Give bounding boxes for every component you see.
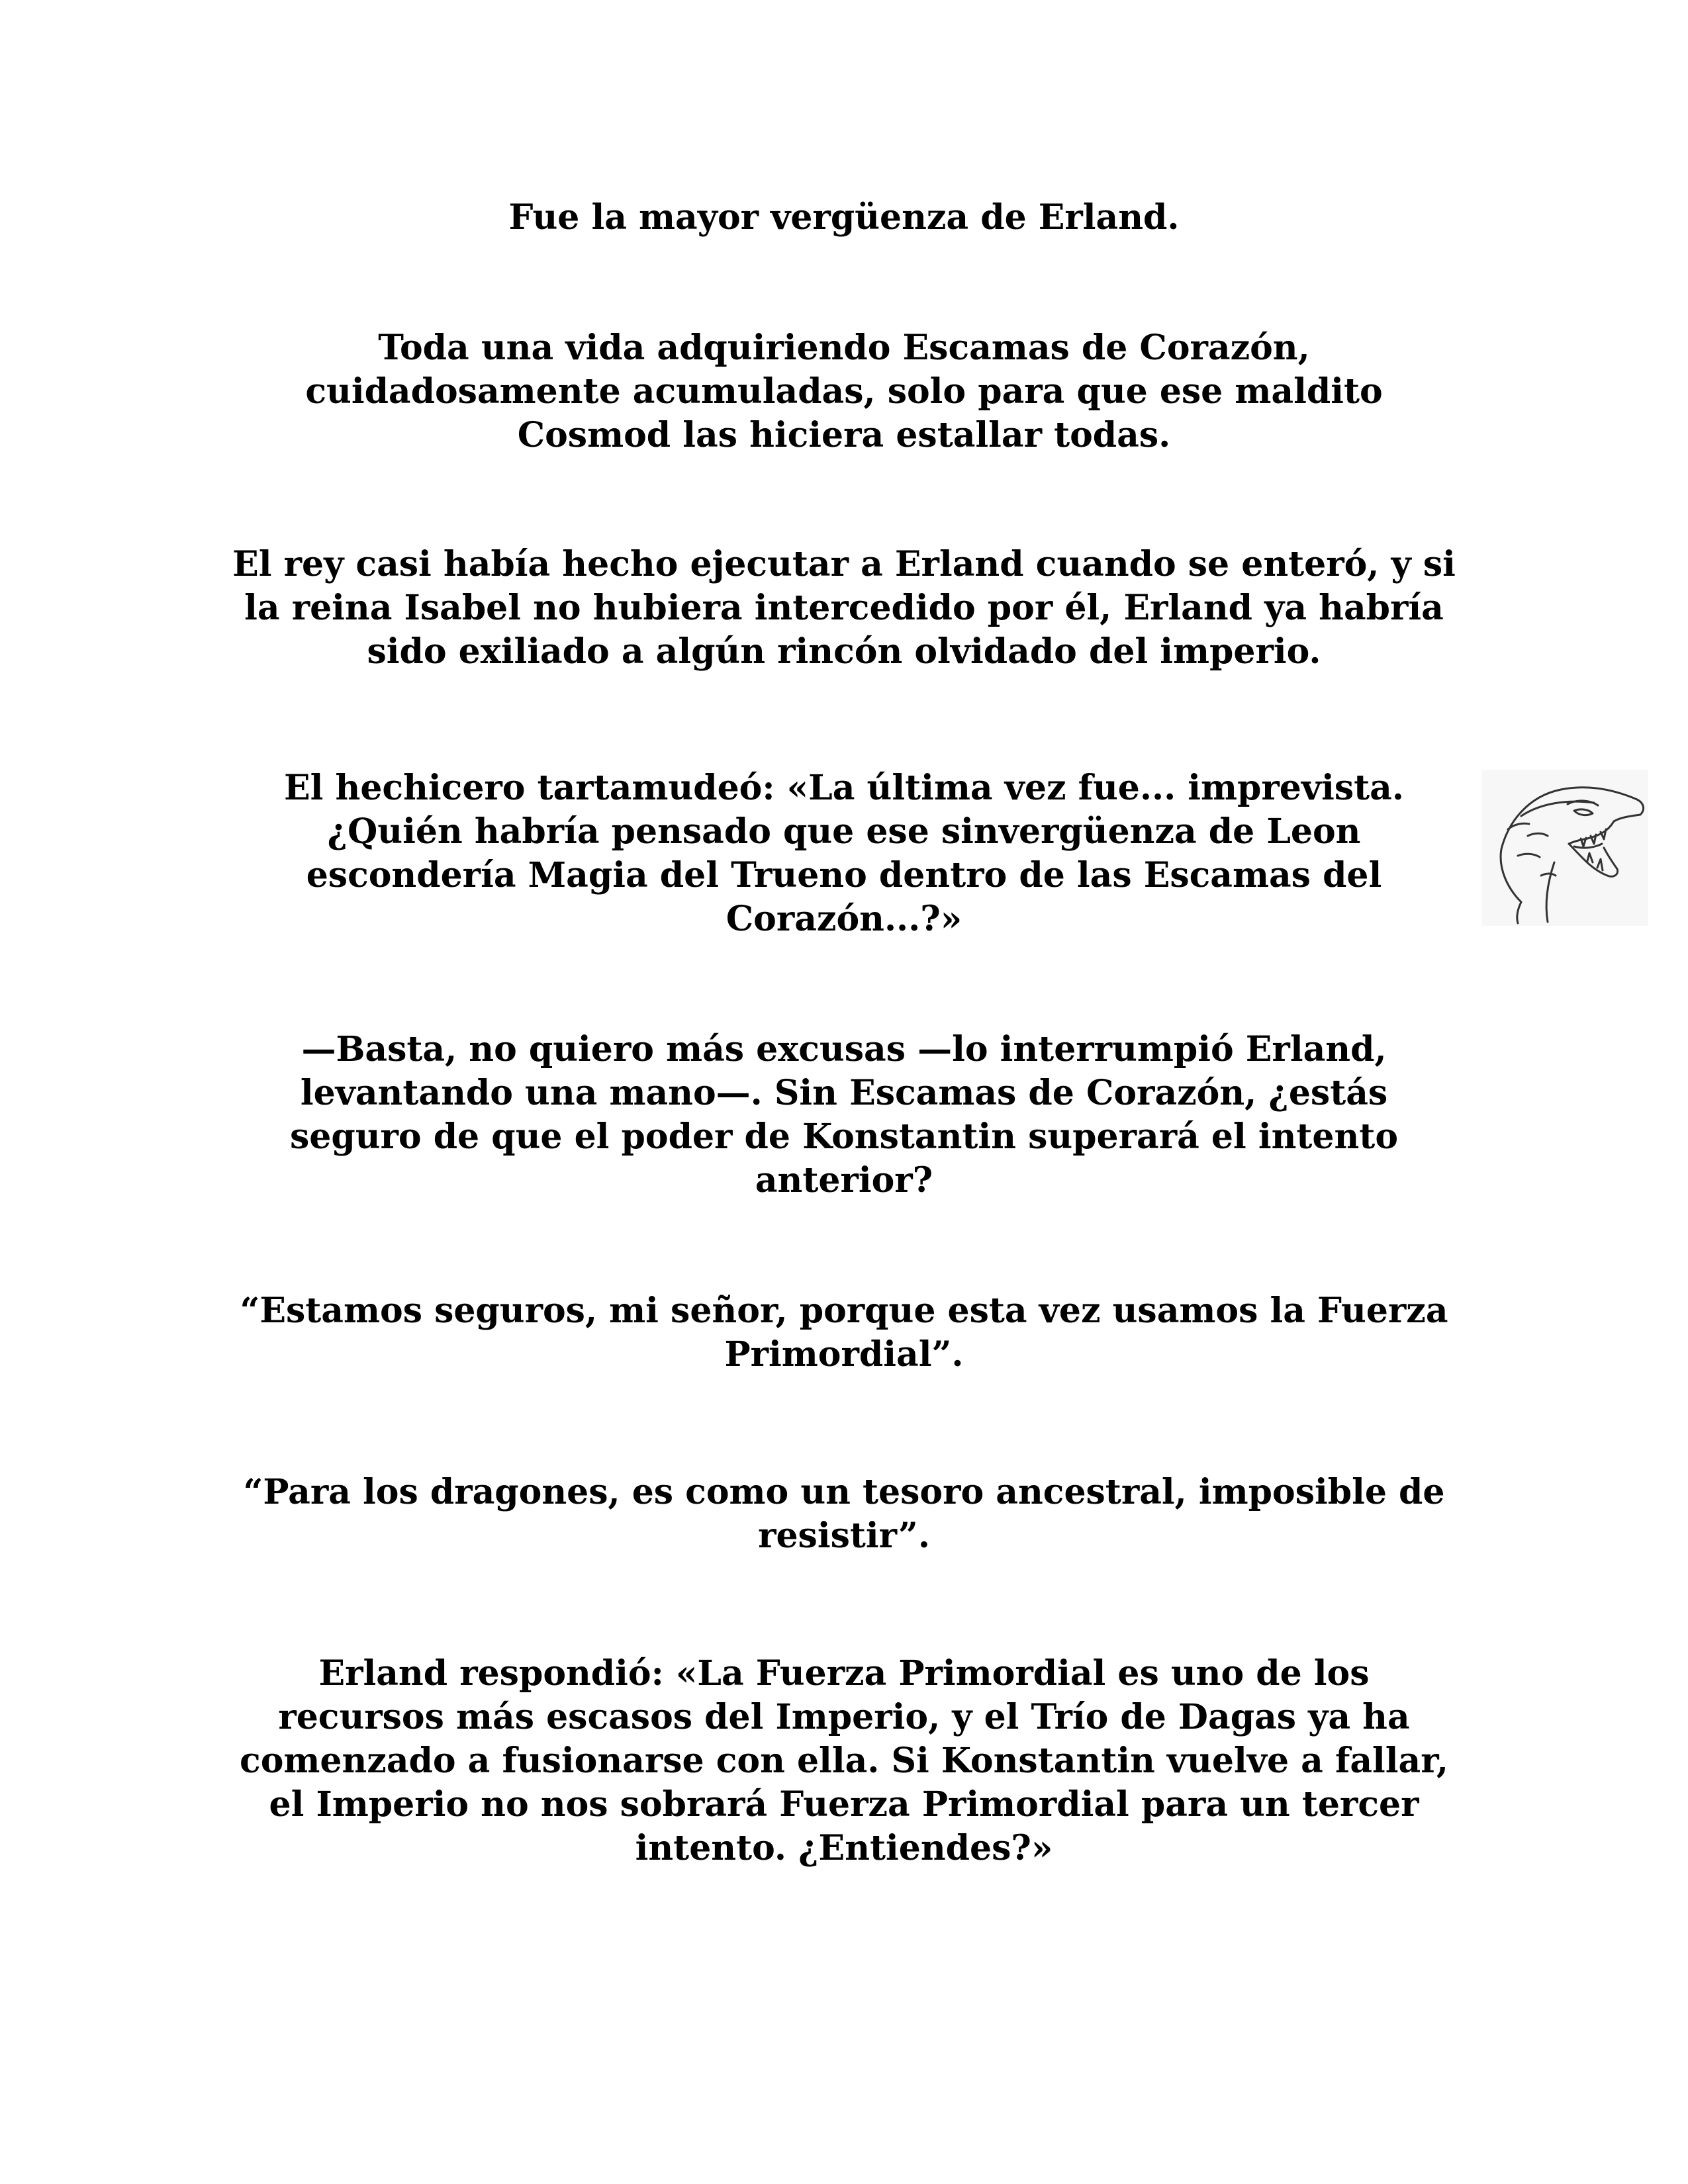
paragraph-line: intento. ¿Entiendes?» [635,1828,1053,1868]
paragraph-line: comenzado a fusionarse con ella. Si Konstantin vuelve a fallar, [240,1741,1448,1781]
paragraph-line: Cosmod las hiciera estallar todas. [517,415,1171,455]
paragraph-line: Corazón...?» [726,899,962,939]
paragraph-7 [215,1471,1473,1558]
paragraph-line: Erland respondió: «La Fuerza Primordial es uno de los [318,1653,1370,1694]
paragraph-line: Fue la mayor vergüenza de Erland. [508,197,1180,238]
paragraph-line: Primordial”. [724,1334,964,1375]
paragraph-line: resistir”. [758,1516,930,1556]
paragraph-line: ¿Quién habría pensado que ese sinvergüenza de Leon [327,811,1361,852]
paragraph-2 [215,326,1473,457]
paragraph-4 [215,766,1473,941]
paragraph-line: sido exiliado a algún rincón olvidado del imperio. [367,631,1321,672]
paragraph-line: cuidadosamente acumuladas, solo para que ese maldito [305,371,1383,412]
paragraph-line: el Imperio no nos sobrará Fuerza Primordial para un tercer [269,1784,1419,1825]
paragraph-1 [215,196,1473,240]
paragraph-line: recursos más escasos del Imperio, y el Trío de Dagas ya ha [278,1697,1410,1737]
paragraph-line: levantando una mano—. Sin Escamas de Corazón, ¿estás [300,1073,1388,1113]
paragraph-line: anterior? [755,1160,933,1201]
paragraph-line: seguro de que el poder de Konstantin superará el intento [289,1116,1399,1157]
paragraph-line: Toda una vida adquiriendo Escamas de Corazón, [378,328,1310,368]
paragraph-8 [215,1652,1473,1870]
paragraph-line: El hechicero tartamudeó: «La última vez fue... imprevista. [284,768,1404,808]
paragraph-6 [215,1289,1473,1377]
paragraph-line: “Estamos seguros, mi señor, porque esta vez usamos la Fuerza [240,1291,1448,1331]
paragraph-line: la reina Isabel no hubiera intercedido por él, Erland ya habría [244,588,1444,628]
paragraph-line: El rey casi había hecho ejecutar a Erland cuando se enteró, y si [232,544,1456,584]
paragraph-line: —Basta, no quiero más excusas —lo interrumpió Erland, [301,1029,1387,1069]
dragon-head-sketch-icon [1481,770,1648,926]
paragraph-line: escondería Magia del Trueno dentro de las Escamas del [306,855,1382,895]
paragraph-3 [215,543,1473,674]
paragraph-line: “Para los dragones, es como un tesoro ancestral, imposible de [243,1472,1445,1512]
paragraph-5 [215,1028,1473,1203]
